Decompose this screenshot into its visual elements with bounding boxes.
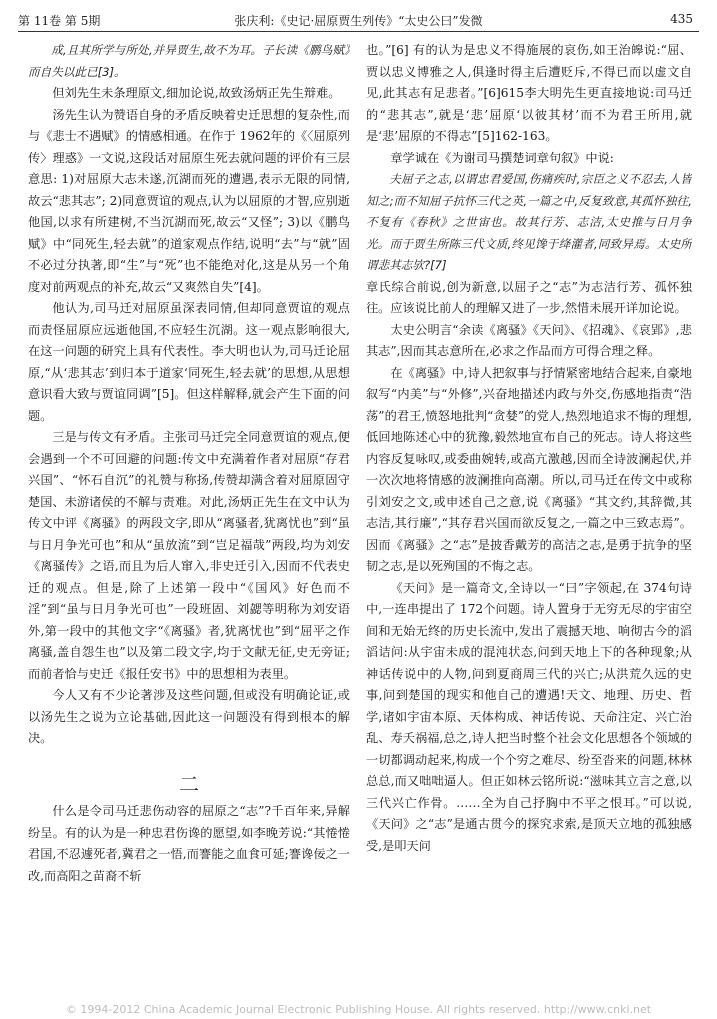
paragraph: 今人又有不少论著涉及这些问题,但或没有明确论证,或以汤先生之说为立论基础,因此这一问题没有得到根本的解决。 (28, 688, 350, 745)
paragraph: 什么是令司马迁悲伤动容的屈原之“志”?千百年来,异解纷呈。有的认为是一种忠君伤谗的愿望,如李晚芳说:“其惓惓君国,不忍遽死者,冀君之一悟,而謇能之血食可延;謇谗佞之一改,而高阳之苗裔不斩 (28, 804, 350, 883)
paragraph: 汤先生认为赞语自身的矛盾反映着史迁思想的复杂性,而与《悲士不遇赋》的情感相通。在作于 1962年的《〈屈原列传〉理惑》一文说,这段话对屈原生死去就问题的评价有三层意思: 1)对屈原大志未遂,沉湖而死的遭遇,表示无限的同情,故云“悲其志”; 2)同意贾谊的观点,认为以屈原的才智,应别逝他国,以求有所建树,不当沉湖而死,故云“又怪”; 3)以《鹏鸟赋》中“同死生,轻去就”的道家观点作结,说明“去”与“就”固不必过分执著,即“生”与“死”也不能绝对化,这是从另一个角度对前两观点的补充,故云“又爽然自失”[4]。 (28, 107, 350, 294)
paragraph: 但刘先生未条理原文,细加论说,故致汤炳正先生辩难。 (52, 86, 341, 100)
running-title: 张庆利:《史记·屈原贾生列传》“太史公曰”发微 (234, 14, 483, 28)
paragraph: 章学诚在《为谢司马撰楚词章句叙》中说: (390, 150, 614, 165)
section-heading-two: 二 (179, 772, 199, 796)
page-number: 435 (670, 12, 693, 26)
copyright-footer: © 1994-2012 China Academic Journal Electronic Publishing House. All rights reserved. http://www.cnki.net (65, 1003, 652, 1016)
left-column (28, 40, 350, 1000)
paragraph: 《天问》是一篇奇文,全诗以一“曰”字领起,在 374句诗中,一连串提出了 172个问题。诗人置身于无穷无尽的宇宙空间和无始无终的历史长流中,发出了震撼天地、响彻古今的滔滔诘问:从宇宙未成的混沌状态,问到天地上下的各种现象;从神话传说中的人物,问到夏商周三代的兴亡;从洪荒久远的史事,问到楚国的现实和他自己的遭遇!天文、地理、历史、哲学,诸如宇宙本原、天体构成、神话传说、天命注定、兴亡治乱、寿夭祸福,总之,诗人把当时整个社会文化思想各个领域的一切都调动起来,构成一个个穷之难尽、纷至沓来的问题,林林总总,而又咄咄逼人。但正如林云铭所说:“滋味其立言之意,以三代兴亡作骨。……全为自己抒胸中不平之恨耳。”可以说,《天问》之“志”是通古贯今的探究求索,是顶天立地的孤独感受,是叩天问 (366, 580, 692, 853)
paragraph: 太史公明言“余读《离骚》《天问》、《招魂》、《哀郢》,悲其志”,因而其志意所在,必求之作品而方可得合理之释。 (366, 322, 692, 358)
paragraph-continued: 章氏综合前说,创为新意,以屈子之“志”为志洁行芳、孤怀独往。应该说比前人的理解又进了一步,然惜未展开详加论说。 (366, 279, 692, 315)
running-header (0, 0, 717, 30)
paragraph: 在《离骚》中,诗人把叙事与抒情紧密地结合起来,自豪地叙写“内美”与“外修”,兴奋地描述内政与外交,伤感地指责“浩荡”的君王,愤怒地批判“贪婪”的党人,热烈地追求不悔的理想,低回地陈述心中的犹豫,毅然地宣布自己的死志。诗人将这些内容反复咏叹,或委曲婉转,或高亢激越,因而全诗波澜起伏,并一次次地将情感的波澜推向高潮。所以,司马迁在传文中或称引刘安之文,或申述自己之意,说《离骚》“其文约,其辞微,其志洁,其行廉”,“其存君兴国而欲反复之,一篇之中三致志焉”。因而《离骚》之“志”是披香戴芳的高洁之志,是勇于抗争的坚韧之志,是以死殉国的不悔之志。 (366, 365, 692, 573)
block-quote: 成,且其所学与所处,并异贾生,故不为耳。子长读《鹏鸟赋》而自失以此已[3]。 (28, 43, 350, 79)
header-rule (18, 31, 699, 32)
paragraph-continued: 也。”[6] 有的认为是忠义不得施展的哀伤,如王治皞说:“屈、贾以忠义博雅之人,俱逢时得主后遭贬斥,不得已而以虚文自见,此其志有足悲者。”[6]615李大明先生更直接地说:司马迁的“悲其志”,就是‘悲’屈原‘以彼其材’而不为君王所用,就是‘悲’屈原的不得志”[5]162-163。 (366, 43, 692, 143)
paragraph: 三是与传文有矛盾。主张司马迁完全同意贾谊的观点,便会遇到一个不可回避的问题:传文中充满着作者对屈原“存君兴国”、“怀石自沉”的礼赞与称扬,传赞却满含着对屈原固守楚国、未游诸侯的不解与责难。对此,汤炳正先生在文中认为传文中评《离骚》的两段文字,即从“离骚者,犹离忧也”到“虽与日月争光可也”和从“虽放流”到“岂足福哉”两段,均为刘安《离骚传》之语,而且为后人窜入,非史迁引入,因而不代表史迁的观点。但是,除了上述第一段中“《国风》好色而不淫”到“虽与日月争光可也”一段班固、刘勰等明称为刘安语外,第一段中的其他文字“《离骚》者,犹离忧也”到“屈平之作离骚,盖自怨生也”以及第二段文字,均于文献无征,史无旁证;而前者恰与史迁《报任安书》中的思想相为表里。 (28, 430, 350, 681)
block-quote: 夫屈子之志,以谓忠君爱国,伤痛疾时,宗臣之义不忍去,人皆知之;而不知屈子抗怀三代之英,一篇之中,反复致意,其孤怀独往,不复有《春秋》之世宙也。故其行芳、志洁,太史推与日月争光。而于贾生所陈三代文质,终见馋于绛灌者,同致异焉。太史所谓悲其志欤?[7] (366, 172, 692, 272)
paragraph: 他认为,司马迁对屈原虽深表同情,但却同意贾谊的观点而责怪屈原应远逝他国,不应轻生沉湖。这一观点影响很大,在这一问题的研究上具有代表性。李大明也认为,司马迁论屈原,“从‘悲其志’到归本于道家‘同死生,轻去就’的思想,从思想意识看大致与贾谊同调”[5]。但这样解释,就会产生下面的问题。 (28, 301, 350, 423)
journal-issue: 第 11卷 第 5期 (18, 14, 101, 28)
right-column (366, 40, 692, 1000)
